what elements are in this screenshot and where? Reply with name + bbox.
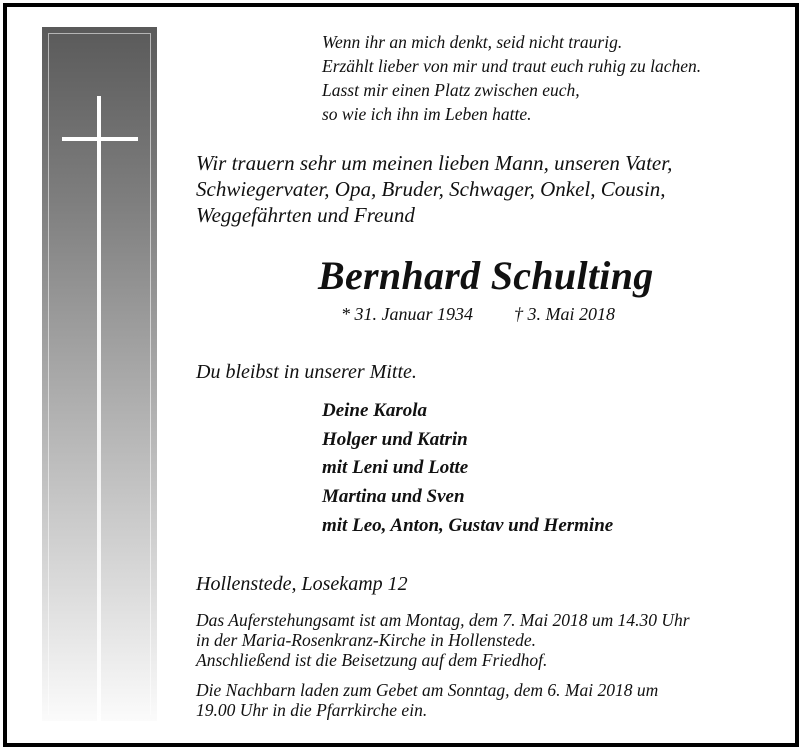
poem-line: Wenn ihr an mich denkt, seid nicht traurig. (322, 32, 623, 52)
birth-date: * 31. Januar 1934 (341, 304, 473, 324)
poem-line: so wie ich ihn im Leben hatte. (322, 104, 532, 124)
poem-line: Lasst mir einen Platz zwischen euch, (322, 80, 580, 100)
cross-horizontal-beam (62, 137, 138, 141)
address: Hollenstede, Losekamp 12 (196, 573, 408, 595)
death-date: † 3. Mai 2018 (514, 304, 615, 324)
deceased-name: Bernhard Schulting (318, 253, 654, 298)
service-line: in der Maria-Rosenkranz-Kirche in Hollenstede. (196, 630, 537, 650)
intro-line: Weggefährten und Freund (196, 203, 415, 227)
service-line: Das Auferstehungsamt ist am Montag, dem 7. Mai 2018 um 14.30 Uhr (196, 610, 690, 630)
service-line: Anschließend ist die Beisetzung auf dem Friedhof. (196, 650, 548, 670)
intro-line: Wir trauern sehr um meinen lieben Mann, unseren Vater, (196, 151, 673, 175)
intro-line: Schwiegervater, Opa, Bruder, Schwager, Onkel, Cousin, (196, 177, 666, 201)
prayer-line: 19.00 Uhr in die Pfarrkirche ein. (196, 700, 428, 720)
prayer-line: Die Nachbarn laden zum Gebet am Sonntag, dem 6. Mai 2018 um (196, 680, 659, 700)
mourner-line: mit Leo, Anton, Gustav und Hermine (322, 515, 614, 536)
poem-line: Erzählt lieber von mir und traut euch ruhig zu lachen. (322, 56, 702, 76)
mourner-line: mit Leni und Lotte (322, 457, 469, 478)
mourner-line: Deine Karola (322, 400, 428, 421)
closing-line: Du bleibst in unserer Mitte. (196, 361, 417, 383)
cross-vertical-beam (97, 96, 101, 724)
mourner-line: Martina und Sven (322, 486, 465, 507)
mourner-line: Holger und Katrin (322, 429, 468, 450)
